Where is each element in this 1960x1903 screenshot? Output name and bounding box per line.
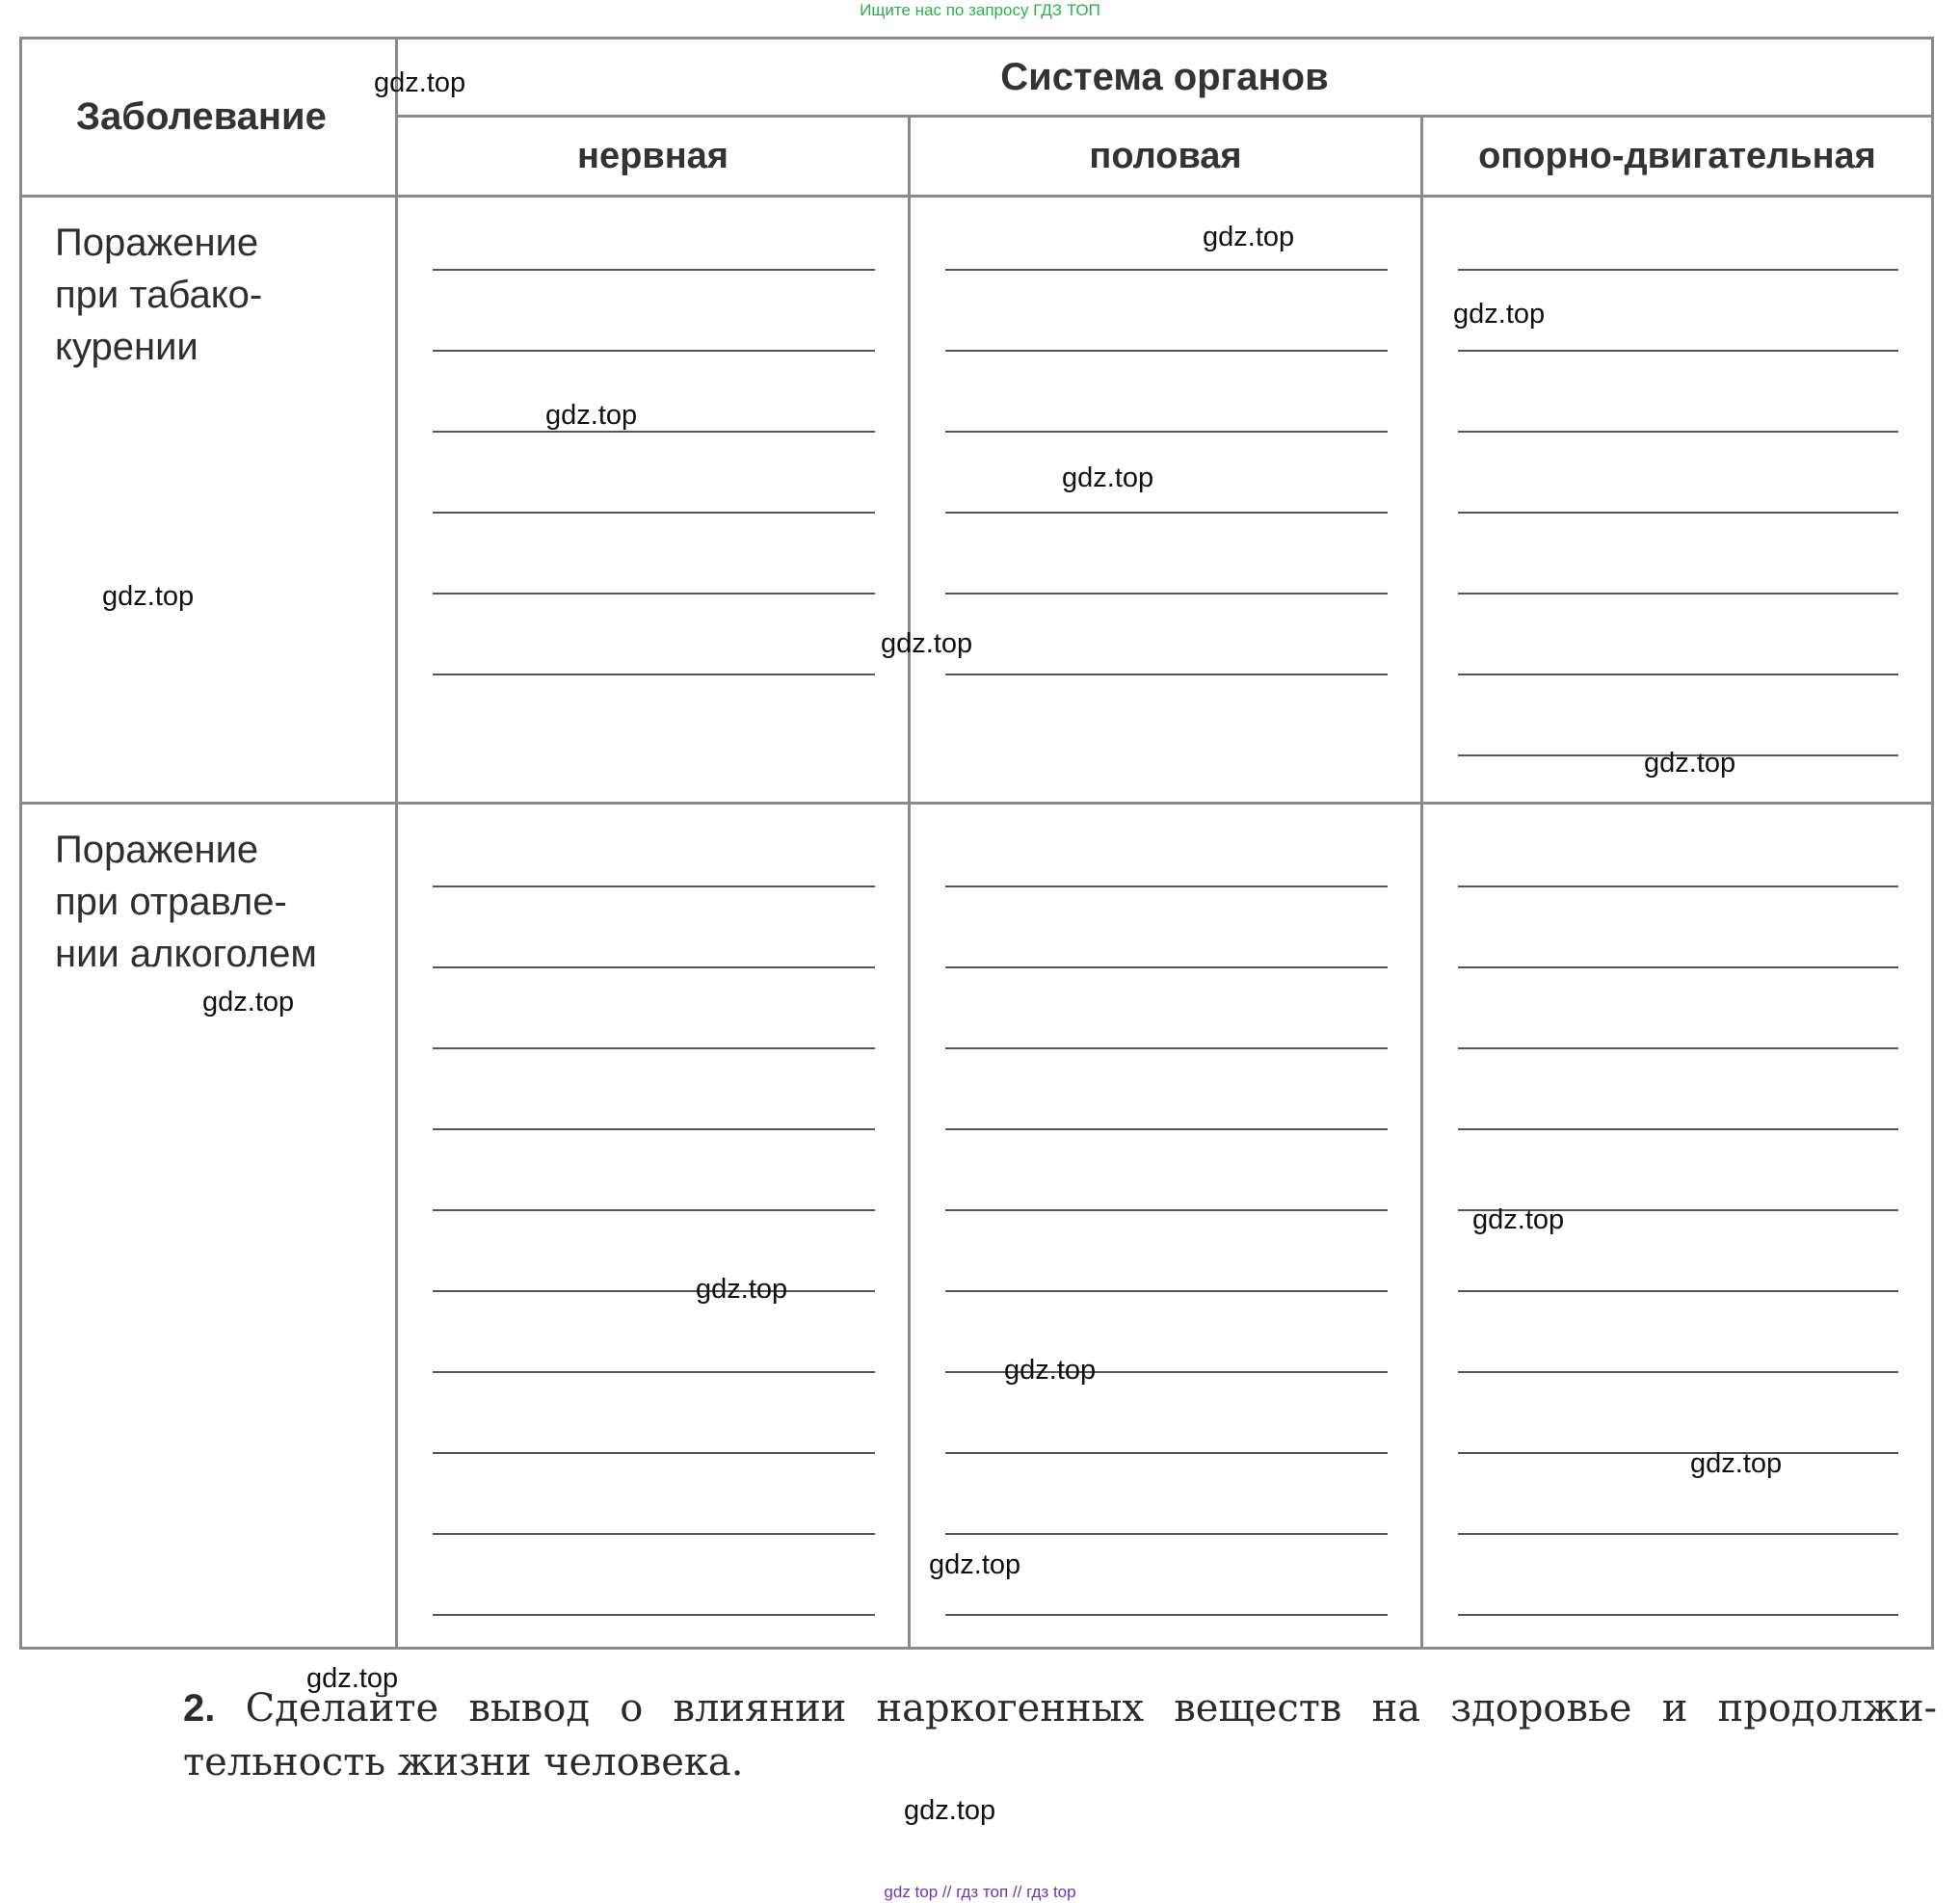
answer-line (1458, 512, 1898, 514)
answer-line (945, 593, 1388, 595)
watermark: gdz.top (1644, 748, 1736, 779)
watermark: gdz.top (374, 67, 466, 98)
watermark: gdz.top (696, 1274, 788, 1305)
watermark: gdz.top (102, 581, 195, 612)
answer-line (945, 1128, 1388, 1130)
answer-line (1458, 350, 1898, 352)
answer-line (1458, 1371, 1898, 1373)
top-banner[interactable]: Ищите нас по запросу ГДЗ ТОП (860, 1, 1100, 19)
answer-line (1458, 1047, 1898, 1049)
answer-line (945, 350, 1388, 352)
answer-line (945, 966, 1388, 968)
answer-line (1458, 269, 1898, 271)
watermark: gdz.top (1690, 1448, 1783, 1479)
answer-line (433, 674, 875, 675)
watermark: gdz.top (1062, 463, 1154, 493)
task-text: Сделайте вывод о влиянии наркогенных веществ на здоровье и продолжи-тельность жизни человека. (183, 1686, 1938, 1784)
answer-line (945, 674, 1388, 675)
answer-cell-alcohol-nervous[interactable] (397, 804, 910, 1649)
task-number: 2. (183, 1687, 216, 1730)
answer-line (1458, 431, 1898, 433)
answer-line (433, 885, 875, 887)
answer-line (1458, 966, 1898, 968)
answer-line (433, 1452, 875, 1454)
answer-line (433, 512, 875, 514)
answer-line (433, 1290, 875, 1292)
row-label-line: Поражение (55, 829, 259, 871)
answer-line (945, 885, 1388, 887)
answer-cell-smoking-nervous[interactable] (397, 197, 910, 804)
answer-line (945, 512, 1388, 514)
row-label-alcohol (21, 804, 397, 1649)
answer-line (433, 269, 875, 271)
watermark: gdz.top (202, 987, 295, 1018)
row-label-line: нии алкоголем (55, 933, 317, 975)
answer-line (433, 593, 875, 595)
watermark: gdz.top (881, 628, 973, 659)
answer-line (433, 1209, 875, 1211)
answer-line (1458, 1128, 1898, 1130)
row-label-line: при отравле- (55, 881, 287, 923)
row-label-smoking (21, 197, 397, 804)
answer-line (1458, 1452, 1898, 1454)
answer-line (433, 431, 875, 433)
answer-line (945, 269, 1388, 271)
answer-line (433, 1533, 875, 1535)
answer-line (945, 1452, 1388, 1454)
watermark: gdz.top (545, 400, 638, 431)
watermark: gdz.top (1453, 299, 1546, 330)
answer-cell-smoking-musculoskeletal[interactable] (1422, 197, 1933, 804)
row-label-line: курении (55, 326, 199, 368)
answer-cell-smoking-reproductive[interactable] (910, 197, 1422, 804)
answer-line (945, 1290, 1388, 1292)
header-reproductive: половая (910, 117, 1422, 197)
answer-line (433, 1128, 875, 1130)
answer-line (1458, 674, 1898, 675)
watermark: gdz.top (306, 1663, 399, 1694)
bottom-banner[interactable]: gdz top // гдз топ // гдз top (884, 1883, 1076, 1901)
answer-line (945, 1047, 1388, 1049)
answer-line (433, 966, 875, 968)
answer-line (945, 1533, 1388, 1535)
answer-line (1458, 593, 1898, 595)
header-musculoskeletal: опорно-двигательная (1422, 117, 1933, 197)
answer-line (945, 431, 1388, 433)
watermark: gdz.top (904, 1795, 996, 1826)
header-nervous: нервная (397, 117, 910, 197)
watermark: gdz.top (1472, 1204, 1565, 1235)
header-disease: Заболевание (21, 39, 397, 197)
watermark: gdz.top (929, 1549, 1021, 1580)
answer-line (433, 1371, 875, 1373)
disease-organ-table (19, 37, 1934, 1650)
header-organ-system: Система органов (397, 39, 1933, 117)
task-2 (183, 1681, 1937, 1789)
answer-line (433, 1614, 875, 1616)
row-label-line: при табако- (55, 274, 263, 316)
answer-line (433, 350, 875, 352)
answer-line (945, 1209, 1388, 1211)
watermark: gdz.top (1004, 1355, 1097, 1386)
row-label-line: Поражение (55, 222, 259, 264)
answer-line (1458, 1533, 1898, 1535)
watermark: gdz.top (1203, 222, 1295, 252)
answer-line (433, 1047, 875, 1049)
answer-line (1458, 885, 1898, 887)
answer-line (1458, 1614, 1898, 1616)
answer-line (1458, 1290, 1898, 1292)
answer-line (945, 1614, 1388, 1616)
answer-cell-alcohol-reproductive[interactable] (910, 804, 1422, 1649)
